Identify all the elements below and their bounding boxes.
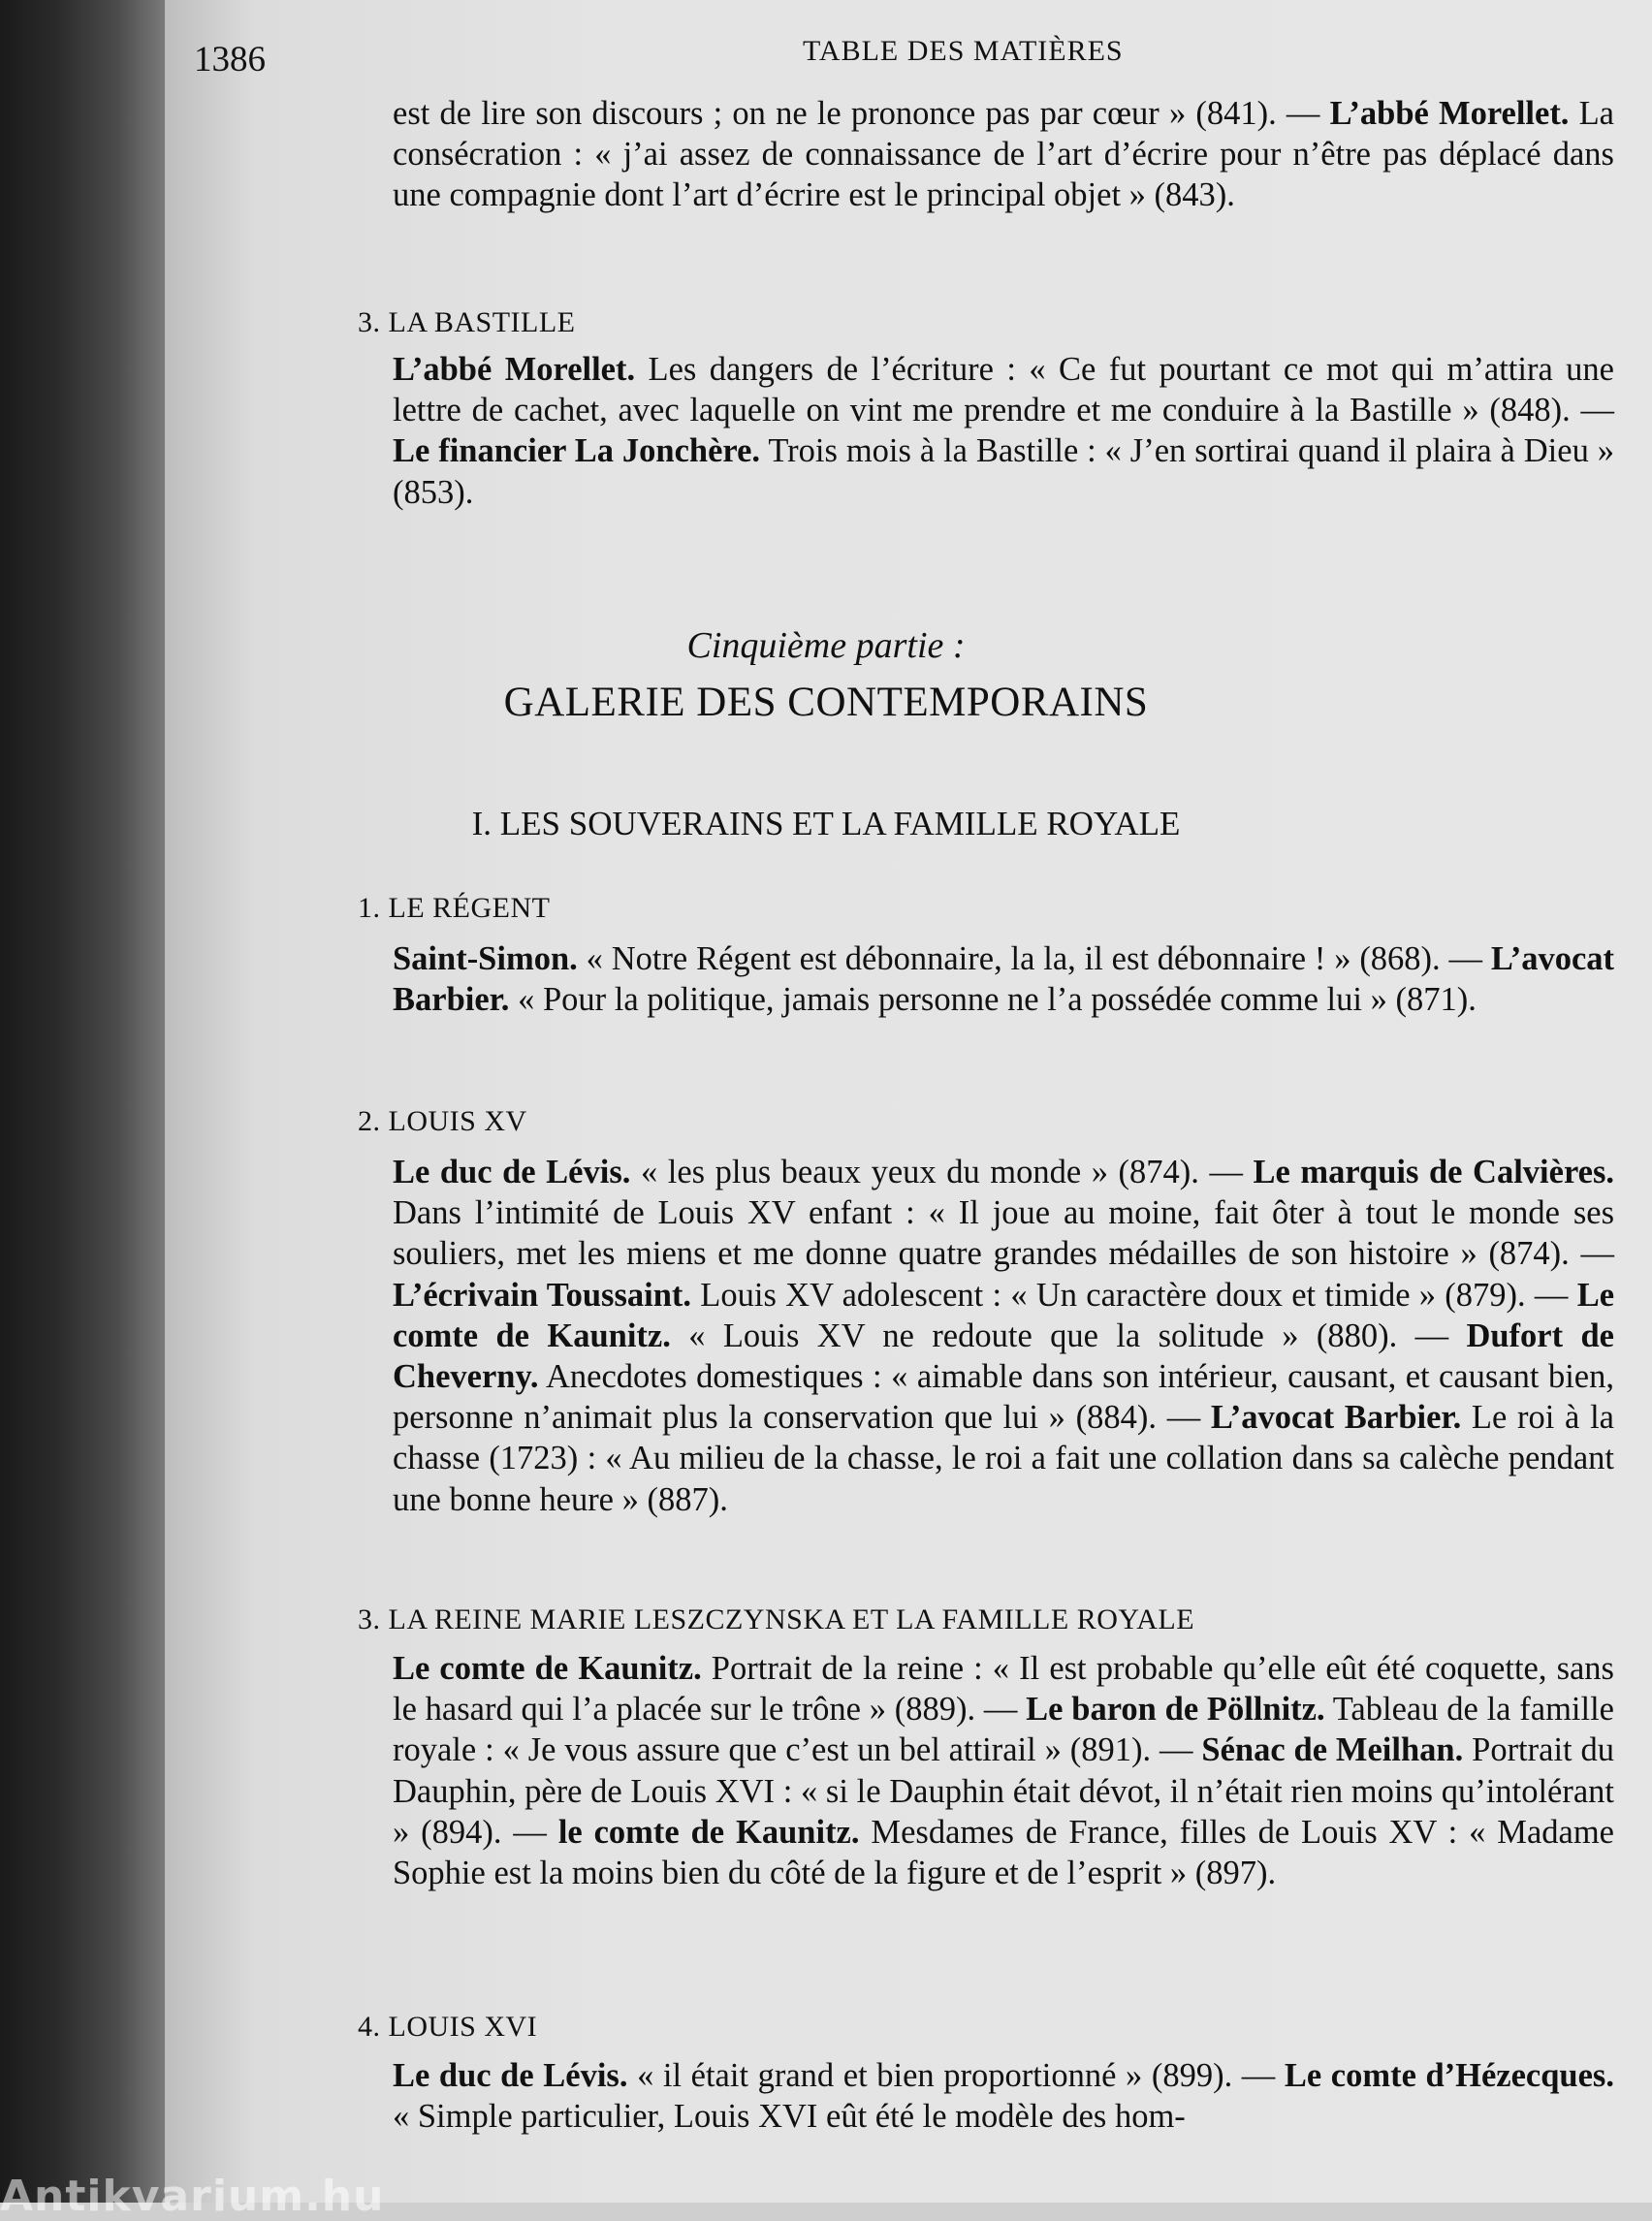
text-run: Tableau de la famille royale : « Je vous assure que c’est un bel attirail » (891). —	[393, 1691, 1614, 1769]
author-name: L’avocat Barbier.	[1210, 1399, 1462, 1437]
author-name: Le comte de Kaunitz.	[393, 1650, 702, 1687]
bastille-paragraph	[393, 349, 1614, 513]
text-run: La consécration : « j’ai assez de connaissance de l’art d’écrire pour n’être pas déplacé dans une compagnie dont l’art d’écrire est le principal objet » (843).	[393, 95, 1614, 214]
louis-xvi-paragraph	[393, 2055, 1614, 2137]
page-number: 1386	[194, 40, 266, 79]
part-title: GALERIE DES CONTEMPORAINS	[503, 680, 1149, 725]
text-run: Portrait du Dauphin, père de Louis XVI : « si le Dauphin était dévot, il n’était rien moins qu’intolérant » (894). —	[393, 1731, 1615, 1851]
text-run: « Simple particulier, Louis XVI eût été le modèle des hom-	[393, 2098, 1186, 2136]
author-name: Le comte de Kaunitz.	[393, 1276, 1615, 1354]
text-run: « il était grand et bien proportionné » (899). —	[627, 2057, 1285, 2094]
intro-paragraph	[393, 93, 1614, 216]
author-name: Le duc de Lévis.	[393, 2057, 628, 2094]
author-name: L’avocat Barbier.	[393, 940, 1614, 1019]
text-run: est de lire son discours ; on ne le prononce pas par cœur » (841). —	[393, 95, 1330, 132]
running-title: TABLE DES MATIÈRES	[803, 35, 1124, 67]
text-run: « Notre Régent est débonnaire, la la, il est débonnaire ! » (868). —	[577, 940, 1491, 977]
text-run: Mesdames de France, filles de Louis XV : « Madame Sophie est la moins bien du côté de la figure et de l’esprit » (897).	[393, 1813, 1614, 1892]
reine-paragraph	[393, 1648, 1614, 1893]
louis-xv-paragraph	[393, 1152, 1614, 1520]
author-name: L’écrivain Toussaint.	[393, 1276, 692, 1314]
text-run: Dans l’intimité de Louis XV enfant : « Il joue au moine, fait ôter à tout le monde ses souliers, met les miens et me donne quatre grandes médailles de son histoire » (874). —	[393, 1194, 1614, 1273]
author-name: le comte de Kaunitz.	[557, 1813, 860, 1851]
author-name: Saint-Simon.	[393, 940, 578, 977]
text-run: « Pour la politique, jamais personne ne l’a possédée comme lui » (871).	[509, 981, 1477, 1019]
author-name: Le duc de Lévis.	[393, 1154, 631, 1190]
text-run: Les dangers de l’écriture : « Ce fut pourtant ce mot qui m’attira une lettre de cachet, avec laquelle on vint me prendre et me conduire à la Bastille » (848). —	[393, 351, 1614, 429]
text-run: Portrait de la reine : « Il est probable qu’elle eût été coquette, sans le hasard qui l’a placée sur le trône » (889). —	[393, 1650, 1614, 1729]
author-name: Sénac de Meilhan.	[1201, 1731, 1464, 1769]
section-heading-louis-xv: 2. LOUIS XV	[358, 1105, 527, 1137]
author-name: L’abbé Morellet.	[393, 351, 636, 388]
text-run: Louis XV adolescent : « Un caractère doux et timide » (879). —	[691, 1276, 1577, 1314]
text-run: Anecdotes domestiques : « aimable dans son intérieur, causant, et causant bien, personne n’animait plus la conservation que lui » (884). —	[393, 1358, 1614, 1437]
text-run: « les plus beaux yeux du monde » (874). —	[630, 1154, 1254, 1190]
author-name: L’abbé Morellet.	[1329, 95, 1570, 132]
regent-paragraph	[393, 938, 1614, 1020]
text-run: Trois mois à la Bastille : « J’en sortirai quand il plaira à Dieu » (853).	[393, 432, 1614, 511]
author-name: Le financier La Jonchère.	[393, 432, 761, 470]
section-heading-bastille: 3. LA BASTILLE	[358, 306, 576, 338]
text-run: « Louis XV ne redoute que la solitude » (880). —	[670, 1317, 1467, 1354]
author-name: Le comte d’Hézecques.	[1284, 2057, 1614, 2094]
section-heading-louis-xvi: 4. LOUIS XVI	[358, 2011, 538, 2043]
watermark: Antikvarium.hu	[0, 2172, 385, 2221]
section-heading-regent: 1. LE RÉGENT	[358, 892, 551, 924]
part-label: Cinquième partie :	[686, 625, 966, 666]
author-name: Le baron de Pöllnitz.	[1026, 1691, 1325, 1729]
book-binding-shadow	[0, 0, 165, 2203]
author-name: Dufort de Cheverny.	[393, 1317, 1614, 1396]
text-run: Le roi à la chasse (1723) : « Au milieu de la chasse, le roi a fait une collation dans sa calèche pendant une bonne heure » (887).	[393, 1399, 1614, 1518]
chapter-title: I. LES SOUVERAINS ET LA FAMILLE ROYALE	[471, 805, 1181, 842]
section-heading-reine: 3. LA REINE MARIE LESZCZYNSKA ET LA FAMILLE ROYALE	[358, 1603, 1195, 1635]
author-name: Le marquis de Calvières.	[1253, 1154, 1614, 1190]
